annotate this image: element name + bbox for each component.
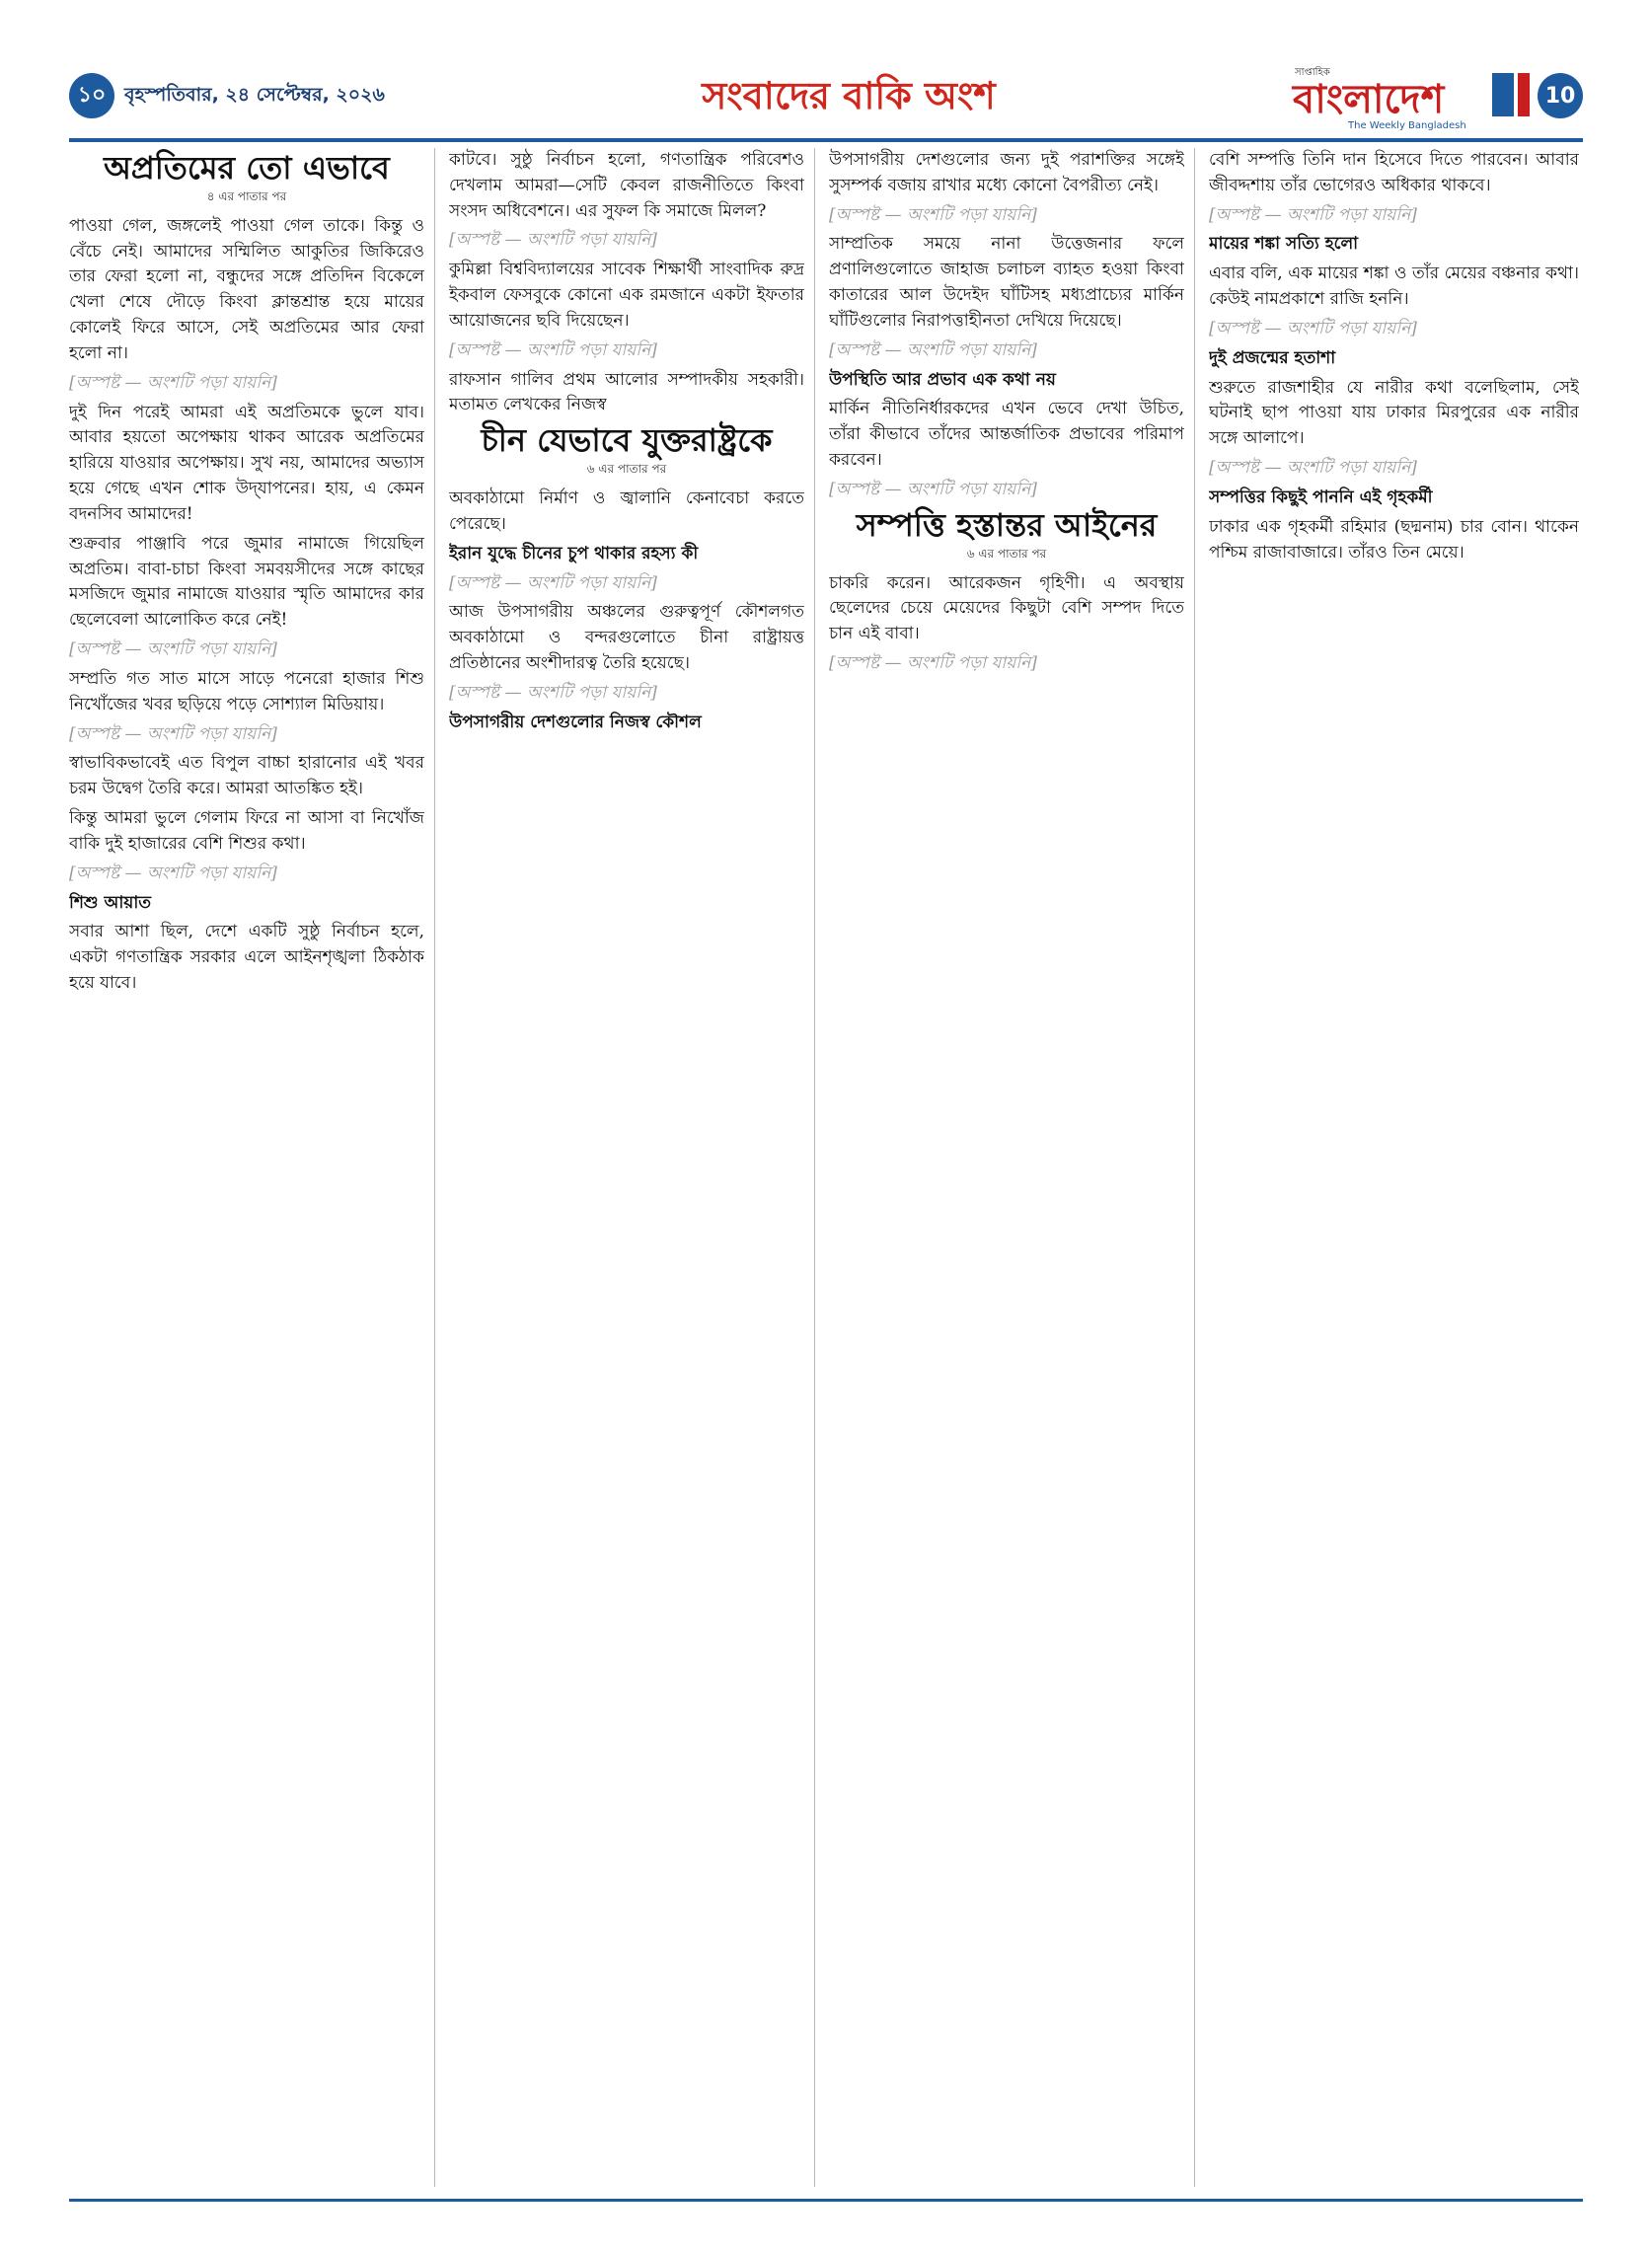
logo-sub-text: The Weekly Bangladesh — [1348, 120, 1466, 131]
article-paragraph: শুরুতে রাজশাহীর যে নারীর কথা বলেছিলাম, সেই ঘটনাই ছাপ পাওয়া যায় ঢাকার মিরপুরের এক নারীর সঙ্গে আলাপে। — [1209, 377, 1579, 449]
dateline: বৃহস্পতিবার, ২৪ সেপ্টেম্বর, ২০২৬ — [124, 84, 385, 106]
article-paragraph: কুমিল্লা বিশ্ববিদ্যালয়ের সাবেক শিক্ষার্থী সাংবাদিক রুদ্র ইকবাল ফেসবুকে কোনো এক রমজানে একটা ইফতার আয়োজনের ছবি দিয়েছেন। — [449, 260, 804, 331]
illegible-gap: [অস্পষ্ট — অংশটি পড়া যায়নি] — [1209, 458, 1417, 479]
column-3 — [829, 148, 1184, 2187]
article-paragraph: শুক্রবার পাঞ্জাবি পরে জুমার নামাজে গিয়েছিল অপ্রতিম। বাবা-চাচা কিংবা সমবয়সীদের সঙ্গে কাছের মসজিদে জুমার নামাজে যাওয়ার স্মৃতি আমাদের কার ছেলেবেলা আলোকিত করে নেই! — [69, 533, 424, 631]
column-divider — [1194, 148, 1195, 2187]
subheading: উপস্থিতি আর প্রভাব এক কথা নয় — [829, 369, 1056, 390]
header-rule — [69, 138, 1583, 142]
subheading: উপসাগরীয় দেশগুলোর নিজস্ব কৌশল — [449, 712, 702, 732]
article-paragraph: অবকাঠামো নির্মাণ ও জ্বালানি কেনাবেচা করতে পেরেছে। — [449, 488, 804, 534]
illegible-gap: [অস্পষ্ট — অংশটি পড়া যায়নি] — [449, 230, 657, 251]
continued-note: ৬ এর পাতার পর — [966, 546, 1047, 561]
article-paragraph: চাকরি করেন। আরেকজন গৃহিণী। এ অবস্থায় ছেলেদের চেয়ে মেয়েদের কিছুটা বেশি সম্পদ দিতে চান এই বাবা। — [829, 572, 1184, 644]
article-paragraph: সম্প্রতি গত সাত মাসে সাড়ে পনেরো হাজার শিশু নিখোঁজের খবর ছড়িয়ে পড়ে সোশ্যাল মিডিয়ায়। — [69, 668, 424, 714]
masthead-logo — [1289, 61, 1536, 132]
illegible-gap: [অস্পষ্ট — অংশটি পড়া যায়নি] — [69, 863, 277, 883]
subheading: দুই প্রজন্মের হতাশা — [1209, 347, 1336, 368]
subheading: ইরান যুদ্ধে চীনের চুপ থাকার রহস্য কী — [449, 543, 699, 563]
article-paragraph: মার্কিন নীতিনির্ধারকদের এখন ভেবে দেখা উচিত, তাঁরা কীভাবে তাঁদের আন্তর্জাতিক প্রভাবের পরিমাপ করবেন। — [829, 399, 1184, 471]
article-paragraph: আজ উপসাগরীয় অঞ্চলের গুরুত্বপূর্ণ কৌশলগত অবকাঠামো ও বন্দরগুলোতে চীনা রাষ্ট্রায়ত্ত প্রতিষ্ঠানের অংশীদারত্ব তৈরি হয়েছে। — [449, 602, 804, 674]
article-paragraph: দুই দিন পরেই আমরা এই অপ্রতিমকে ভুলে যাব। আবার হয়তো অপেক্ষায় থাকব আরেক অপ্রতিমের হারিয়ে যাওয়ার অপেক্ষায়। সুখ নয়, আমাদের অভ্যাস হয়ে গেছে এখন শোক উদ্‌যাপনের। হায়, এ কেমন বদনসিব আমাদের! — [69, 402, 424, 524]
article-paragraph: এবার বলি, এক মায়ের শঙ্কা ও তাঁর মেয়ের বঞ্চনার কথা। কেউই নামপ্রকাশে রাজি হননি। — [1209, 263, 1579, 310]
illegible-gap: [অস্পষ্ট — অংশটি পড়া যায়নি] — [69, 372, 277, 393]
illegible-gap: [অস্পষ্ট — অংশটি পড়া যায়নি] — [829, 339, 1037, 360]
article-paragraph: কাটবে। সুষ্ঠু নির্বাচন হলো, গণতান্ত্রিক পরিবেশও দেখলাম আমরা—সেটি কেবল রাজনীতিতে কিংবা সংসদ অধিবেশনে। এর সুফল কি সমাজে মিলল? — [449, 150, 804, 221]
illegible-gap: [অস্পষ্ট — অংশটি পড়া যায়নি] — [829, 479, 1037, 499]
illegible-gap: [অস্পষ্ট — অংশটি পড়া যায়নি] — [1209, 204, 1417, 225]
logo-small-text: সাপ্তাহিক — [1295, 67, 1330, 78]
page-number-left: ১০ — [69, 73, 114, 118]
illegible-gap: [অস্পষ্ট — অংশটি পড়া যায়নি] — [1209, 318, 1417, 338]
column-2 — [449, 148, 804, 2187]
footer-rule — [69, 2199, 1583, 2202]
subheading: সম্পত্তির কিছুই পাননি এই গৃহকর্মী — [1209, 487, 1433, 507]
illegible-gap: [অস্পষ্ট — অংশটি পড়া যায়নি] — [829, 653, 1037, 674]
article-paragraph: ঢাকার এক গৃহকর্মী রহিমার (ছদ্মনাম) চার বোন। থাকেন পশ্চিম রাজাবাজারে। তাঁরও তিন মেয়ে। — [1209, 516, 1579, 563]
illegible-gap: [অস্পষ্ট — অংশটি পড়া যায়নি] — [449, 339, 657, 360]
logo-main-text: বাংলাদেশ — [1293, 76, 1445, 122]
illegible-gap: [অস্পষ্ট — অংশটি পড়া যায়নি] — [69, 723, 277, 744]
headline-property: সম্পত্তি হস্তান্তর আইনের — [856, 505, 1158, 544]
article-paragraph: বেশি সম্পত্তি তিনি দান হিসেবে দিতে পারবেন। আবার জীবদ্দশায় তাঁর ভোগেরও অধিকার থাকবে। — [1209, 150, 1579, 195]
article-paragraph: স্বাভাবিকভাবেই এত বিপুল বাচ্চা হারানোর এই খবর চরম উদ্বেগ তৈরি করে। আমরা আতঙ্কিত হই। — [69, 753, 424, 799]
section-title: সংবাদের বাকি অংশ — [702, 73, 996, 117]
article-paragraph: উপসাগরীয় দেশগুলোর জন্য দুই পরাশক্তির সঙ্গেই সুসম্পর্ক বজায় রাখার মধ্যে কোনো বৈপরীত্য নেই। — [829, 150, 1184, 195]
headline-oprotim: অপ্রতিমের তো এভাবে — [104, 149, 390, 187]
column-4 — [1209, 148, 1579, 2187]
illegible-gap: [অস্পষ্ট — অংশটি পড়া যায়নি] — [449, 682, 657, 703]
column-divider — [814, 148, 815, 2187]
continued-note: ৪ এর পাতার পর — [206, 188, 287, 203]
article-paragraph: সবার আশা ছিল, দেশে একটি সুষ্ঠু নির্বাচন হলে, একটা গণতান্ত্রিক সরকার এলে আইনশৃঙ্খলা ঠিকঠাক হয়ে যাবে। — [69, 922, 424, 993]
article-paragraph: কিন্তু আমরা ভুলে গেলাম ফিরে না আসা বা নিখোঁজ বাকি দুই হাজারের বেশি শিশুর কথা। — [69, 808, 424, 854]
illegible-gap: [অস্পষ্ট — অংশটি পড়া যায়নি] — [829, 204, 1037, 225]
article-paragraph: পাওয়া গেল, জঙ্গলেই পাওয়া গেল তাকে। কিন্তু ও বেঁচে নেই। আমাদের সম্মিলিত আকুতির জিকিরেও তার ফেরা হলো না, বন্ধুদের সঙ্গে প্রতিদিন বিকেলে খেলা শেষে দৌড়ে কিংবা ক্লান্তশ্রান্ত হয়ে মায়ের কোলেই ফিরে আসে, সেই অপ্রতিমের আর ফেরা হলো না। — [69, 215, 424, 363]
headline-china: চীন যেভাবে যুক্তরাষ্ট্রকে — [481, 421, 773, 460]
subheading: শিশু আয়াত — [69, 892, 152, 913]
page-number-right: 10 — [1538, 73, 1583, 118]
illegible-gap: [অস্পষ্ট — অংশটি পড়া যায়নি] — [449, 572, 657, 593]
column-divider — [434, 148, 435, 2187]
article-paragraph: সাম্প্রতিক সময়ে নানা উত্তেজনার ফলে প্রণালিগুলোতে জাহাজ চলাচল ব্যাহত হওয়া কিংবা কাতারের আল উদেইদ ঘাঁটিসহ মধ্যপ্রাচ্যের মার্কিন ঘাঁটিগুলোর নিরাপত্তাহীনতা দেখিয়ে দিয়েছে। — [829, 234, 1184, 331]
column-1 — [69, 148, 424, 2187]
article-paragraph: রাফসান গালিব প্রথম আলোর সম্পাদকীয় সহকারী। মতামত লেখকের নিজস্ব — [449, 369, 804, 415]
illegible-gap: [অস্পষ্ট — অংশটি পড়া যায়নি] — [69, 639, 277, 660]
subheading: মায়ের শঙ্কা সত্যি হলো — [1209, 234, 1359, 255]
continued-note: ৬ এর পাতার পর — [586, 462, 667, 477]
logo-graphic — [1289, 61, 1536, 132]
page-header — [69, 61, 1583, 138]
